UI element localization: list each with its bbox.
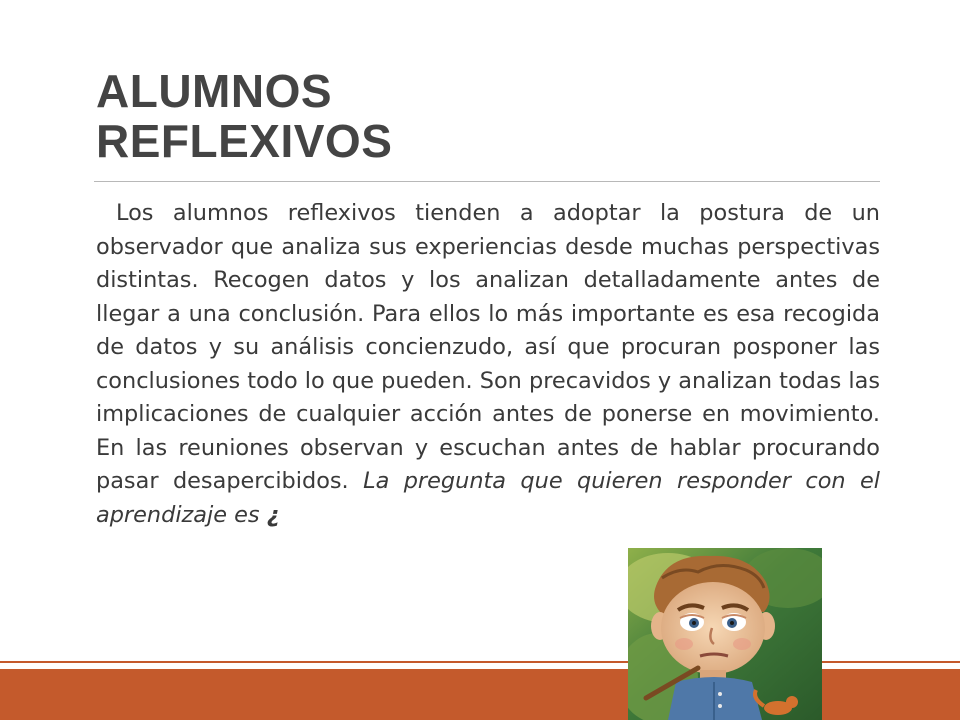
- boy-illustration-icon: [628, 548, 822, 720]
- slide-title-line-1: ALUMNOS: [96, 65, 333, 117]
- body-text-main: Los alumnos reflexivos tienden a adoptar la postura de un observador que analiza sus experiencias desde muchas perspectivas distintas. Recogen datos y los analizan detalladamente antes de llegar a una conclusión. Para ellos lo más importante es esa recogida de datos y su análisis concienzudo, así que procuran posponer las conclusiones todo lo que pueden. Son precavidos y analizan todas las implicaciones de cualquier acción antes de ponerse en movimiento. En las reuniones observan y escuchan antes de hablar procurando pasar desapercibidos.: [96, 200, 880, 494]
- slide-body-text: [96, 197, 880, 532]
- title-divider: [94, 181, 880, 182]
- body-text-question: La pregunta que quieren responder con el aprendizaje es: [96, 468, 880, 528]
- slide-title-line-2: REFLEXIVOS: [96, 115, 393, 167]
- slide-title: [96, 66, 856, 166]
- body-text-question-mark: ¿: [266, 501, 280, 528]
